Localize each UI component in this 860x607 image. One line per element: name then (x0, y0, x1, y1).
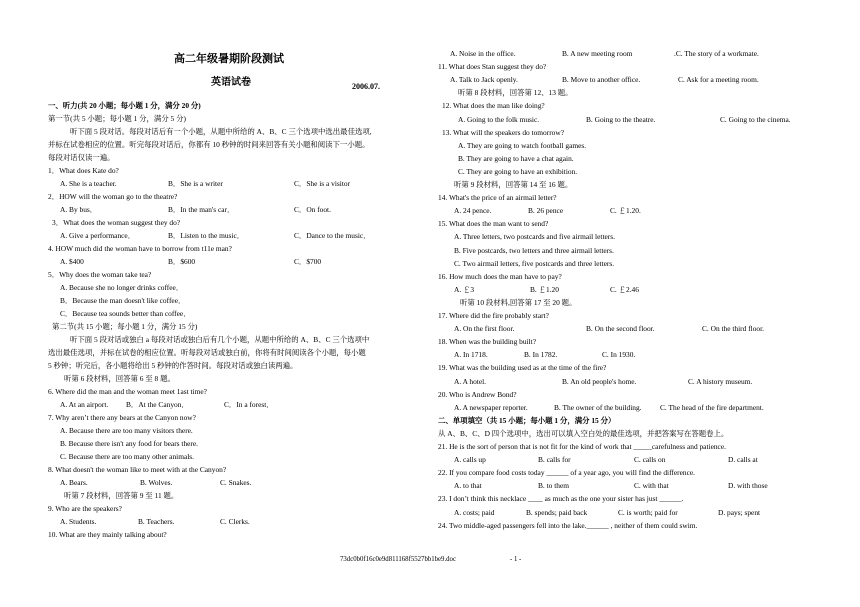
text-line: 第二节(共 15 小题；每小题 1 分，满分 15 分) (52, 322, 198, 331)
answer-option: A. $400 (60, 257, 84, 266)
answer-option: A. Going to the folk music. (458, 114, 540, 124)
page-title: 高二年级暑期阶段测试 (174, 53, 284, 65)
text-line: 19. What was the building used as at the time of the fire? (438, 363, 607, 373)
answer-option: C．She is a visitor (294, 179, 351, 188)
answer-option: B. calls for (538, 455, 571, 465)
answer-option: B. Teachers. (138, 517, 175, 526)
text-line: 选出最佳选项，并标在试卷的相应位置。听每段对话或独白前，你将有时间阅读各个小题，每小题 (48, 348, 366, 357)
text-line: 12. What does the man like doing? (442, 101, 545, 111)
text-line: 14. What's the price of an airmail letter? (438, 193, 557, 203)
answer-option: C. calls on (634, 455, 666, 465)
text-line: B. They are going to have a chat again. (458, 153, 574, 163)
answer-option: A. Bears. (60, 478, 88, 487)
answer-option: C．Dance to the music． (294, 231, 371, 240)
footer-filename: 73dc0b0f16c0e9d811168f5527bb1be9.doc (340, 556, 456, 563)
answer-option: D. pays; spent (718, 507, 761, 517)
text-line: A. Because there are too many visitors there. (60, 426, 193, 435)
text-line: 6. Where did the man and the woman meet 1ast time? (48, 387, 207, 396)
answer-option: A. In 1718. (454, 350, 488, 360)
text-line: 1．What does Kate do? (48, 166, 119, 175)
answer-option: D. with those (728, 481, 768, 491)
text-line: 15. What does the man want to send? (438, 219, 549, 229)
answer-option: C. ￡2.46 (610, 284, 639, 294)
section-heading: 一、听力(共 20 小题；每小题 1 分，满分 20 分) (48, 101, 201, 110)
answer-option: A. A hotel. (454, 376, 487, 386)
text-line: 听第 9 段材料，回答第 14 至 16 题。 (454, 180, 573, 189)
answer-option: C. Clerks. (220, 517, 250, 526)
text-line: 3．What does the woman suggest they do? (52, 218, 181, 227)
answer-option: A. ￡3 (454, 284, 475, 294)
answer-option: B. Wolves. (140, 478, 173, 487)
answer-option: C. A history museum. (688, 376, 753, 386)
answer-option: B. A new meeting room (562, 49, 633, 58)
answer-option: B. 26 pence (528, 206, 564, 216)
text-line: 17. Where did the fire probably start? (438, 311, 549, 320)
text-line: 听下面 5 段对话或独白 a 每段对话或独白后有几个小题，从题中所给的 A、B、C 三个选项中 (70, 335, 370, 344)
text-line: 23. I don’t think this necklace ____ as much as the one your sister has just ______. (438, 494, 684, 504)
text-line: B. Because there isn't any food for bears there. (60, 439, 199, 448)
text-line: C. Because there are too many other animals. (60, 452, 195, 461)
answer-option: C．In a forest． (224, 400, 274, 409)
text-line: 21. He is the sort of person that is not fit for the kind of work that _____carefulness and patience. (438, 442, 726, 451)
answer-option: B．$600 (168, 257, 196, 266)
page-subtitle: 英语试卷 (211, 77, 251, 88)
answer-option: B. On the second floor. (586, 324, 655, 334)
answer-option: C. Going to the cinema. (720, 114, 791, 124)
answer-option: B．In the man's car． (168, 205, 235, 214)
answer-option: C. ￡1.20. (610, 206, 641, 216)
section-heading: 二、单项填空（共 15 小题；每小题 1 分，满分 15 分） (438, 415, 616, 425)
answer-option: A. Talk to Jack openly. (450, 75, 518, 85)
answer-option: B. The owner of the building. (554, 402, 642, 412)
answer-option: A. costs; paid (454, 507, 495, 517)
answer-option: A. to that (454, 481, 482, 491)
text-line: C．Because tea sounds better than coffee． (60, 309, 191, 318)
text-line: 5．Why does the woman take tea? (48, 270, 152, 279)
text-line: 20. Who is Andrew Bond? (438, 389, 517, 399)
answer-option: B．She is a writer (168, 179, 223, 188)
answer-option: B. In 1782. (524, 350, 558, 360)
text-line: B．Because the man doesn't like coffee． (60, 296, 186, 305)
answer-option: C. with that (634, 481, 669, 491)
answer-option: A. She is a teacher. (60, 179, 117, 188)
text-line: 8. What doesn't the woman like to meet with at the Canyon? (48, 465, 227, 474)
answer-option: A. Give a performance． (60, 231, 136, 240)
text-line: 听第 7 段材料，回答第 9 至 11 题。 (64, 491, 179, 500)
text-line: 听第 8 段材料，回答第 12、13 题。 (458, 88, 573, 98)
answer-option: A. By bus． (60, 205, 98, 214)
text-line: A. Because she no longer drinks coffee． (60, 283, 184, 292)
text-line: 5 秒钟；听完后，各小题将给出 5 秒钟的作答时间。每段对话或独白读两遍。 (48, 361, 298, 370)
answer-option: A. 24 pence. (454, 206, 492, 216)
text-line: 2．HOW will the woman go to the theatre? (48, 192, 178, 201)
text-line: A. They are going to watch football games. (458, 140, 587, 150)
answer-option: B．At the Canyon． (126, 400, 189, 409)
answer-option: C. Snakes. (220, 478, 252, 487)
text-line: 24. Two middle-aged passengers fell into the lake.______ , neither of them could swim. (438, 520, 698, 530)
text-line: 22. If you compare food costs today ______ of a year ago, you will find the difference. (438, 468, 696, 478)
text-line: C. Two airmail letters, five postcards and three letters. (454, 258, 615, 268)
text-line: B. Five postcards, two letters and three airmail letters. (454, 245, 614, 255)
footer-page-number: - 1 - (510, 556, 522, 563)
text-line: 听第 6 段材料，回答第 6 至 8 题。 (64, 374, 175, 383)
text-line: A. Three letters, two postcards and five airmail letters. (454, 232, 615, 242)
text-line: 第一节(共 5 小题；每小题 1 分，满分 5 分) (48, 114, 186, 123)
answer-option: A. Students. (60, 517, 97, 526)
answer-option: B．Listen to the music． (168, 231, 245, 240)
text-line: 9. Who are the speakers? (48, 504, 122, 513)
text-line: 4. HOW much did the woman have to borrow from t11e man? (48, 244, 232, 253)
answer-option: C. In 1930. (602, 350, 636, 360)
exam-date: 2006.07. (352, 82, 380, 91)
text-line: 13. What will the speakers do tomorrow? (442, 127, 564, 137)
answer-option: B. Going to the theatre. (586, 114, 656, 124)
text-line: 16. How much does the man have to pay? (438, 271, 562, 281)
answer-option: B. spends; paid back (526, 507, 588, 517)
answer-option: B. An old people's home. (562, 376, 637, 386)
answer-option: B. Move to another office. (562, 75, 641, 85)
answer-option: C. On the third floor. (702, 324, 764, 334)
answer-option: .C. The story of a workmate. (674, 49, 759, 58)
answer-option: A. At an airport. (60, 400, 109, 409)
text-line: 11. What does Stan suggest they do? (438, 62, 547, 72)
answer-option: C. The head of the fire department. (660, 402, 764, 412)
text-line: 10. What are they mainly talking about? (48, 530, 167, 539)
text-line: 听第 10 段材料,回答第 17 至 20 题。 (460, 297, 577, 307)
answer-option: D. calls at (728, 455, 758, 465)
text-line: C. They are going to have an exhibition. (458, 166, 578, 176)
answer-option: C．$700 (294, 257, 322, 266)
answer-option: C．On foot. (294, 205, 331, 214)
answer-option: B. to them (538, 481, 569, 491)
text-line: 并标在试卷相应的位置。听完每段对话后，你都有 10 秒钟的时间来回答有关小题和阅读下一小题。 (48, 140, 370, 149)
text-line: 18. When was the building built? (438, 337, 536, 347)
text-line: 从 A、B、C、D 四个选项中，选出可以填入空白处的最佳选项，并把答案写在答题卷上。 (438, 428, 729, 438)
text-line: 听下面 5 段对话。每段对话后有一个小题，从题中所给的 A、B、C 三个选项中选出最佳选项, (70, 127, 372, 136)
answer-option: A. A newspaper reporter. (454, 402, 528, 412)
answer-option: A. Noise in the office. (450, 49, 516, 58)
answer-option: C. Ask for a meeting room. (678, 75, 759, 85)
text-line: 每段对话仅读一遍。 (48, 153, 115, 162)
text-line: 7. Why aren’t there any bears at the Canyon now? (48, 413, 196, 422)
answer-option: A. On the first floor. (454, 324, 515, 334)
answer-option: A. calls up (454, 455, 486, 465)
answer-option: C. is worth; paid for (618, 507, 678, 517)
answer-option: B. ￡1.20 (530, 284, 559, 294)
